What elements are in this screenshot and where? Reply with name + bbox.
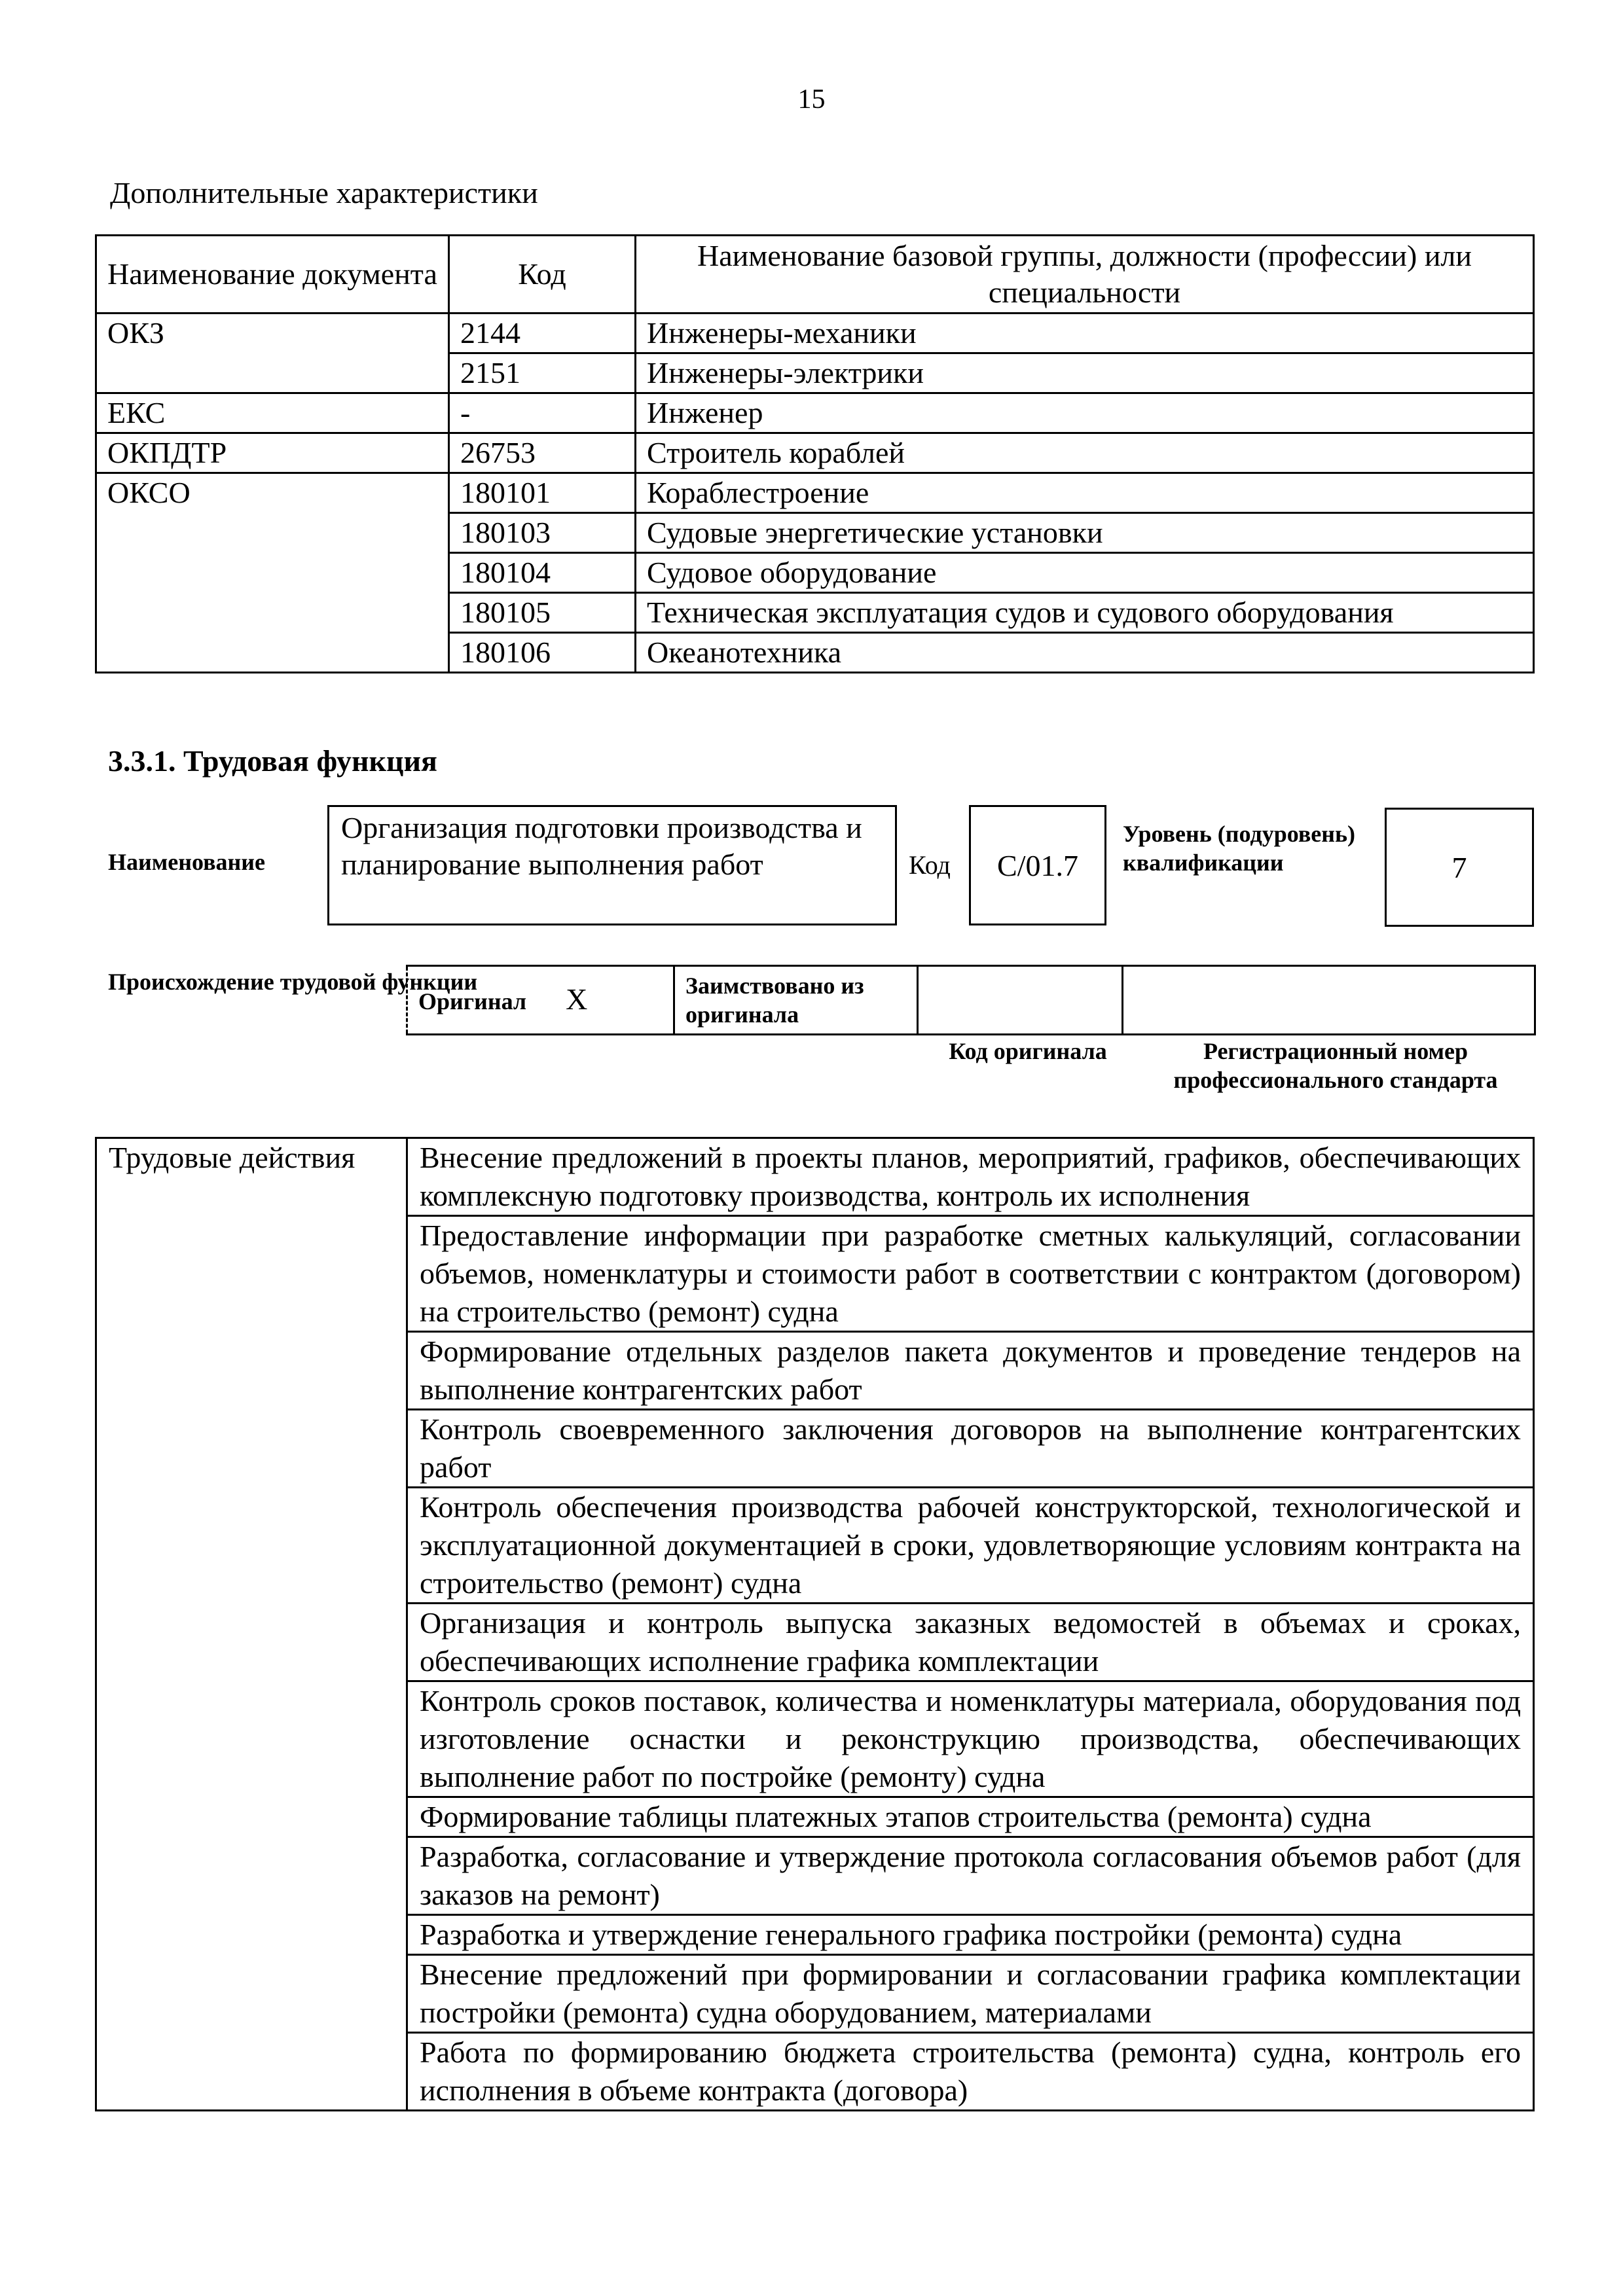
action-item: Контроль своевременного заключения договоров на выполнение контрагентских работ <box>407 1410 1534 1488</box>
action-item: Разработка и утверждение генерального графика постройки (ремонта) судна <box>407 1915 1534 1955</box>
extra-characteristics-table <box>95 234 1535 673</box>
header-document: Наименование документа <box>96 236 449 314</box>
name-cell: Кораблестроение <box>636 473 1534 513</box>
action-item: Внесение предложений при формировании и согласовании графика комплектации постройки (ремонта) судна оборудованием, материалами <box>407 1955 1534 2033</box>
code-cell: 180103 <box>449 513 636 553</box>
table-row <box>96 393 1534 433</box>
origin-original-cell <box>407 966 674 1035</box>
code-cell: 180104 <box>449 553 636 593</box>
table-header-row <box>96 236 1534 314</box>
caption-original-code: Код оригинала <box>949 1038 1107 1064</box>
origin-original-label: Оригинал <box>418 988 527 1014</box>
action-item: Формирование таблицы платежных этапов строительства (ремонта) судна <box>407 1797 1534 1837</box>
code-cell: 180106 <box>449 633 636 673</box>
action-item: Предоставление информации при разработке сметных калькуляций, согласовании объемов, номенклатуры и стоимости работ в соответствии с контрактом (договором) на строительство (ремонт) судна <box>407 1216 1534 1332</box>
name-cell: Инженеры-электрики <box>636 353 1534 393</box>
action-item: Контроль обеспечения производства рабочей конструкторской, технологической и эксплуатационной документацией в сроки, удовлетворяющие условиям контракта на строительство (ремонт) судна <box>407 1488 1534 1604</box>
function-code-label: Код <box>909 850 951 880</box>
doc-cell: ЕКС <box>96 393 449 433</box>
code-cell: 26753 <box>449 433 636 473</box>
doc-cell: ОКПДТР <box>96 433 449 473</box>
code-cell: 180105 <box>449 593 636 633</box>
qualification-level-label: Уровень (подуровень) квалификации <box>1123 821 1356 876</box>
origin-borrowed-cell: Заимствовано из оригинала <box>674 966 918 1035</box>
origin-mark: X <box>566 982 588 1016</box>
page-number: 15 <box>797 84 826 115</box>
origin-code-cell <box>918 966 1123 1035</box>
name-cell: Строитель кораблей <box>636 433 1534 473</box>
action-item: Разработка, согласование и утверждение протокола согласования объемов работ (для заказов на ремонт) <box>407 1837 1534 1915</box>
name-cell: Судовые энергетические установки <box>636 513 1534 553</box>
origin-label: Происхождение трудовой функции <box>108 969 478 995</box>
table-row <box>96 1138 1534 1216</box>
labor-function-heading: 3.3.1. Трудовая функция <box>108 744 437 778</box>
function-name-label: Наименование <box>108 849 265 875</box>
name-cell: Инженер <box>636 393 1534 433</box>
name-cell: Техническая эксплуатация судов и судового оборудования <box>636 593 1534 633</box>
code-cell: 2144 <box>449 314 636 353</box>
name-cell: Инженеры-механики <box>636 314 1534 353</box>
table-row <box>96 314 1534 353</box>
qualification-level-value: 7 <box>1385 808 1534 927</box>
labor-actions-label: Трудовые действия <box>96 1138 407 2111</box>
name-cell: Океанотехника <box>636 633 1534 673</box>
action-item: Контроль сроков поставок, количества и номенклатуры материала, оборудования под изготовление оснастки и реконструкцию производства, обеспечивающих выполнение работ по постройке (ремонту) судна <box>407 1681 1534 1797</box>
function-code-value: С/01.7 <box>969 805 1106 925</box>
table-row <box>96 473 1534 513</box>
code-cell: 180101 <box>449 473 636 513</box>
origin-table <box>406 965 1536 1035</box>
origin-reg-number-cell <box>1123 966 1535 1035</box>
action-item: Работа по формированию бюджета строительства (ремонта) судна, контроль его исполнения в объеме контракта (договора) <box>407 2033 1534 2111</box>
header-name: Наименование базовой группы, должности (профессии) или специальности <box>636 236 1534 314</box>
caption-registration-number: Регистрационный номер профессионального стандарта <box>1173 1038 1498 1093</box>
extra-characteristics-title: Дополнительные характеристики <box>110 176 538 209</box>
doc-cell: ОКСО <box>96 473 449 673</box>
action-item: Формирование отдельных разделов пакета документов и проведение тендеров на выполнение контрагентских работ <box>407 1332 1534 1410</box>
labor-actions-table <box>95 1137 1535 2111</box>
code-cell: - <box>449 393 636 433</box>
action-item: Организация и контроль выпуска заказных ведомостей в объемах и сроках, обеспечивающих исполнение графика комплектации <box>407 1604 1534 1681</box>
doc-cell: ОКЗ <box>96 314 449 393</box>
code-cell: 2151 <box>449 353 636 393</box>
action-item: Внесение предложений в проекты планов, мероприятий, графиков, обеспечивающих комплексную подготовку производства, контроль их исполнения <box>407 1138 1534 1216</box>
name-cell: Судовое оборудование <box>636 553 1534 593</box>
function-name-value: Организация подготовки производства и планирование выполнения работ <box>327 805 897 925</box>
table-row <box>96 433 1534 473</box>
header-code: Код <box>449 236 636 314</box>
